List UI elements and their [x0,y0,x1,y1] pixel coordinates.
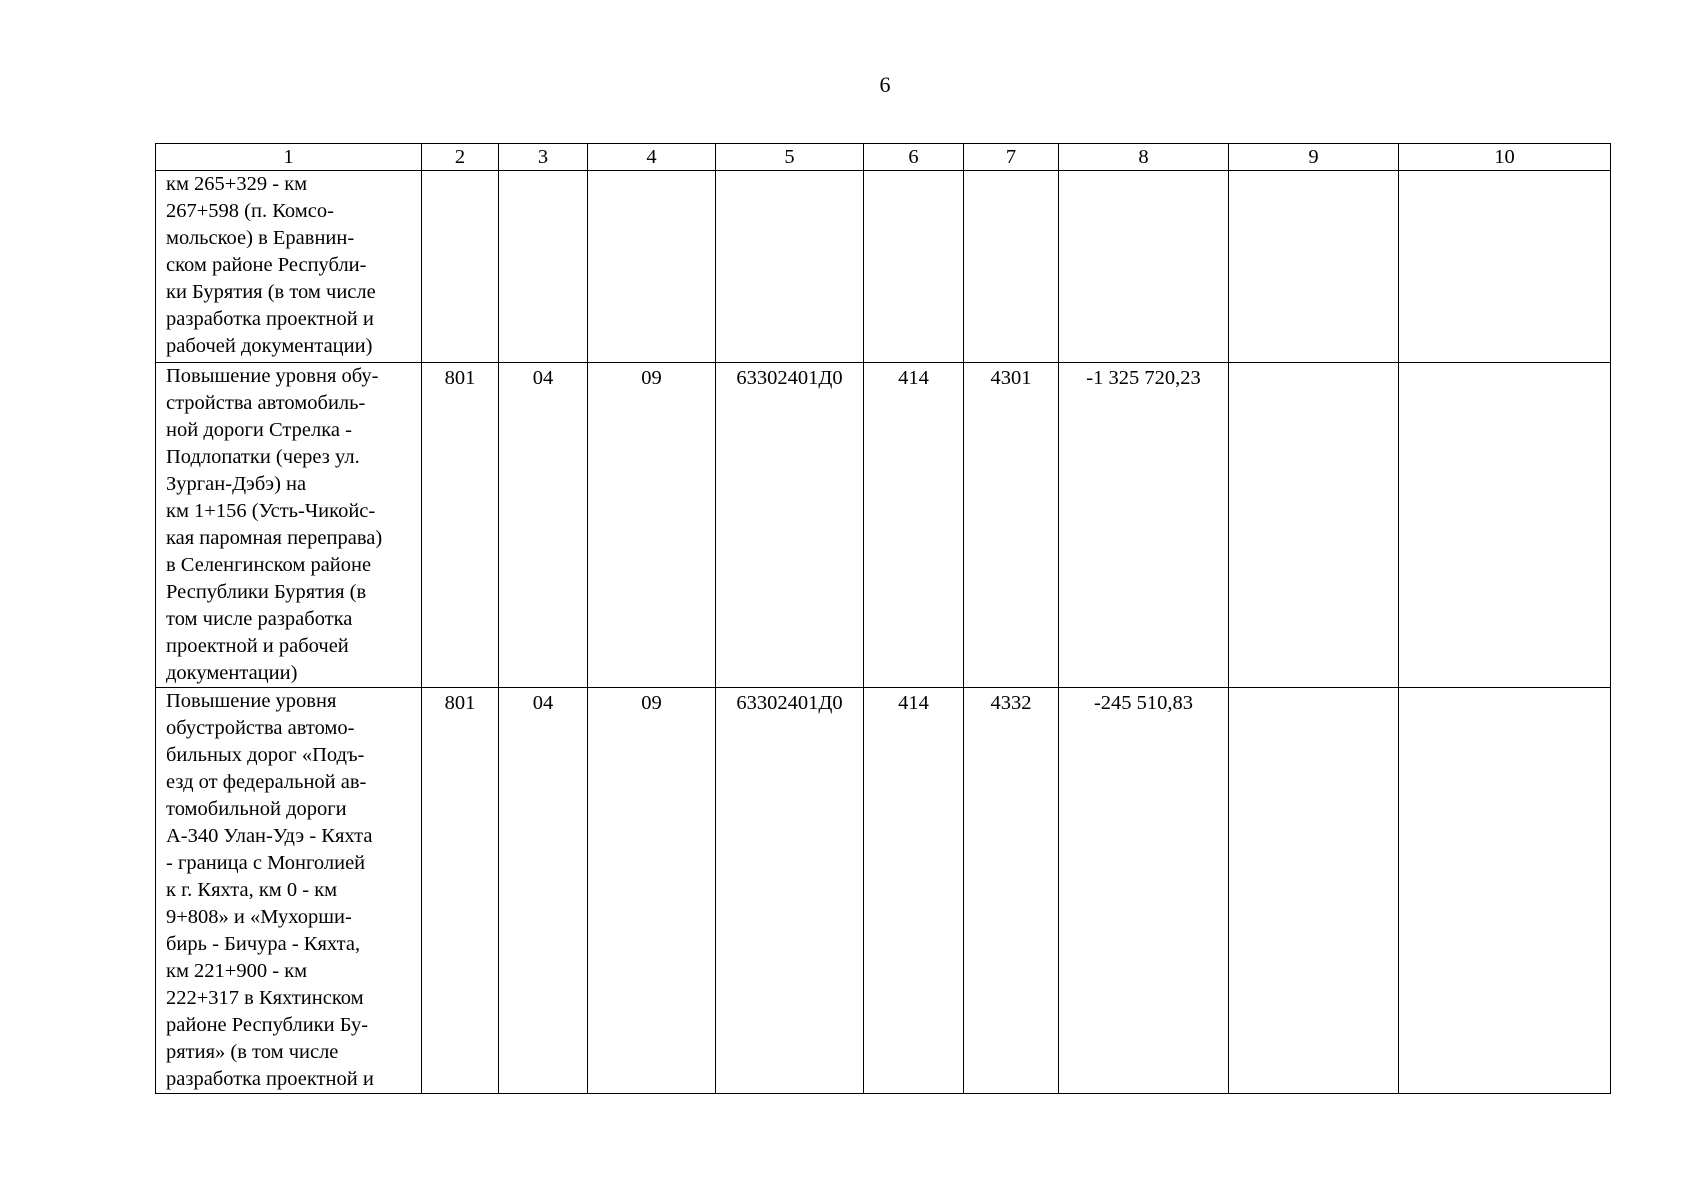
budget-table [155,143,1611,1094]
table-cell: 04 [499,363,588,688]
table-cell: 801 [422,688,499,1094]
table-cell [588,171,716,363]
table-cell [1229,363,1399,688]
column-header: 10 [1399,144,1611,171]
table-cell: 63302401Д0 [716,688,864,1094]
table-cell: 4332 [964,688,1059,1094]
row-description: Повышение уровня обу- стройства автомобиль- ной дороги Стрелка - Подлопатки (через ул. Зурган-Дэбэ) на км 1+156 (Усть-Чикойс- кая паромная переправа) в Селенгинском районе Республики Бурятия (в том числе разработка проектной и рабочей документации) [156,363,422,688]
table-row [156,688,1611,1094]
table-cell [1399,363,1611,688]
table-header-row [156,144,1611,171]
table-cell: 04 [499,688,588,1094]
column-header: 5 [716,144,864,171]
table-row [156,363,1611,688]
table-cell: 09 [588,688,716,1094]
table-cell [1229,171,1399,363]
table-cell [716,171,864,363]
table-cell: 414 [864,363,964,688]
table-cell [422,171,499,363]
table-cell: 414 [864,688,964,1094]
table-cell: 63302401Д0 [716,363,864,688]
amount-cell: -1 325 720,23 [1059,363,1229,688]
page-number: 6 [879,72,891,97]
column-header: 7 [964,144,1059,171]
table-cell [499,171,588,363]
row-description: Повышение уровня обустройства автомо- бильных дорог «Подъ- езд от федеральной ав- томобильной дороги А-340 Улан-Удэ - Кяхта - граница с Монголией к г. Кяхта, км 0 - км 9+808» и «Мухорши- бирь - Бичура - Кяхта, км 221+900 - км 222+317 в Кяхтинском районе Республики Бу- рятия» (в том числе разработка проектной и [156,688,422,1094]
table-cell: 4301 [964,363,1059,688]
table-cell [964,171,1059,363]
row-description: км 265+329 - км 267+598 (п. Комсо- мольское) в Еравнин- ском районе Республи- ки Бурятия (в том числе разработка проектной и рабочей документации) [156,171,422,363]
table-cell [1399,688,1611,1094]
table-cell: 801 [422,363,499,688]
column-header: 8 [1059,144,1229,171]
column-header: 2 [422,144,499,171]
table-cell [1399,171,1611,363]
column-header: 3 [499,144,588,171]
table-cell [1229,688,1399,1094]
table-cell [864,171,964,363]
column-header: 6 [864,144,964,171]
amount-cell: -245 510,83 [1059,688,1229,1094]
column-header: 9 [1229,144,1399,171]
table-cell: 09 [588,363,716,688]
table-cell [1059,171,1229,363]
column-header: 1 [156,144,422,171]
column-header: 4 [588,144,716,171]
table-row [156,171,1611,363]
